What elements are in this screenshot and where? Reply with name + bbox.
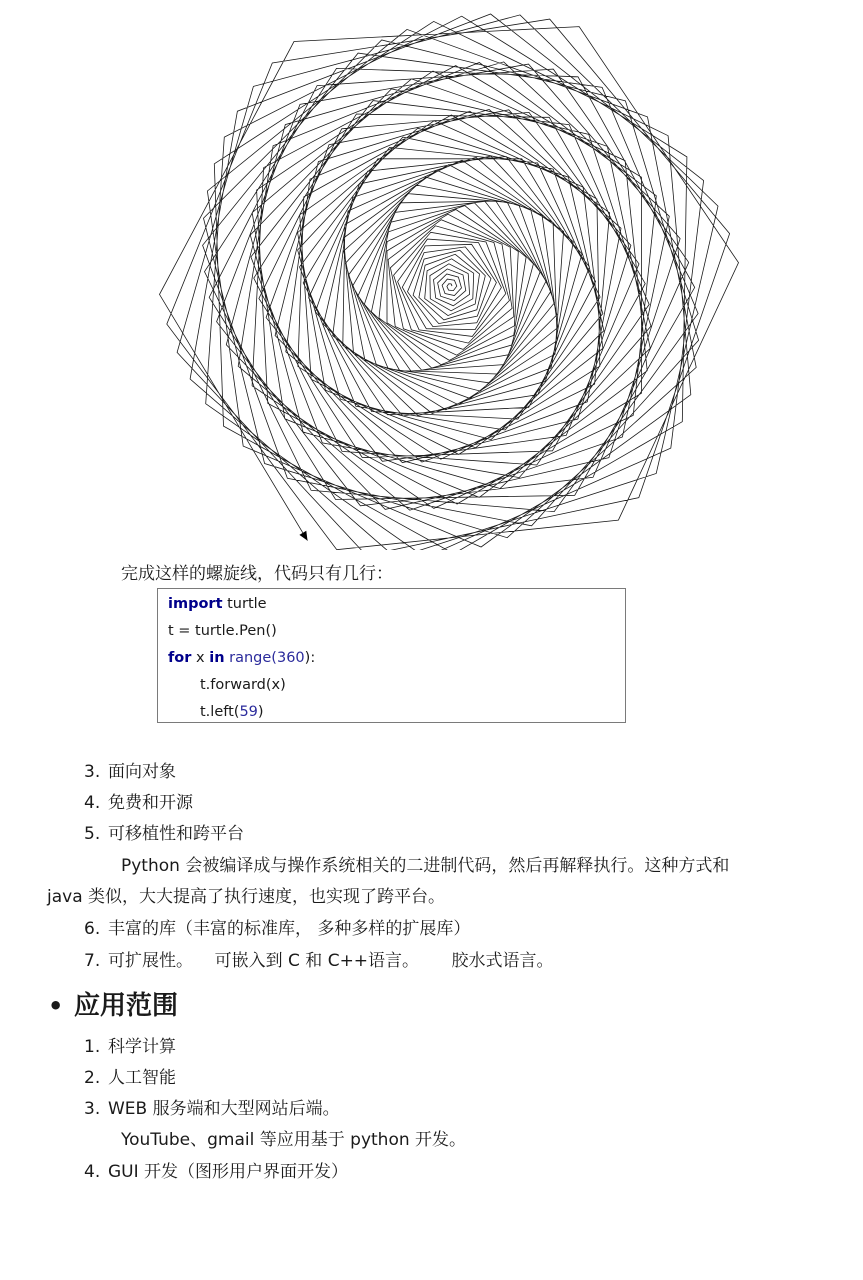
- list-number: 4.: [84, 793, 101, 813]
- list-text: 人工智能: [108, 1068, 176, 1088]
- list-number: 5.: [84, 824, 101, 844]
- list-item: [84, 757, 176, 787]
- list-item: [84, 1157, 348, 1187]
- list-item: [84, 914, 470, 944]
- list-text: 科学计算: [108, 1037, 176, 1057]
- list-item: [84, 819, 244, 849]
- spiral-path: [160, 14, 739, 550]
- application-note: YouTube、gmail 等应用基于 python 开发。: [121, 1130, 467, 1150]
- list-item: [84, 1094, 340, 1124]
- code-line-1: [168, 591, 267, 617]
- code-text: turtle: [222, 596, 267, 612]
- list-text: WEB 服务端和大型网站后端。: [108, 1099, 340, 1119]
- code-line-4: t.forward(x): [200, 677, 286, 693]
- list-number: 1.: [84, 1037, 101, 1057]
- code-block: [157, 588, 626, 723]
- list-text: 丰富的库（丰富的标准库， 多种多样的扩展库）: [108, 919, 471, 939]
- intro-text: 完成这样的螺旋线，代码只有几行：: [121, 564, 393, 584]
- section-heading: [48, 986, 178, 1026]
- paragraph-line: java 类似，大大提高了执行速度，也实现了跨平台。: [47, 887, 446, 907]
- code-keyword: in: [209, 650, 225, 666]
- list-item: [84, 1063, 176, 1093]
- list-number: 6.: [84, 919, 101, 939]
- list-text: 可扩展性。 可嵌入到 C 和 C++语言。 胶水式语言。: [108, 951, 554, 971]
- list-text: 可移植性和跨平台: [108, 824, 244, 844]
- code-line-3: [168, 645, 315, 671]
- list-item: [84, 946, 553, 976]
- code-text: ): [257, 704, 264, 720]
- list-text: GUI 开发（图形用户界面开发）: [108, 1162, 349, 1182]
- code-function: range(: [229, 650, 277, 666]
- list-number: 2.: [84, 1068, 101, 1088]
- turtle-cursor-icon: [299, 531, 307, 541]
- code-keyword: import: [168, 596, 223, 612]
- list-item: [84, 788, 193, 818]
- list-number: 4.: [84, 1162, 101, 1182]
- turtle-spiral-figure: [0, 0, 863, 550]
- code-line-2: t = turtle.Pen(): [168, 623, 277, 639]
- code-keyword: for: [168, 650, 192, 666]
- paragraph-line: Python 会被编译成与操作系统相关的二进制代码，然后再解释执行。这种方式和: [121, 856, 730, 876]
- code-number: 59: [239, 704, 258, 720]
- code-number: 360: [276, 650, 305, 666]
- list-text: 面向对象: [108, 762, 176, 782]
- list-number: 7.: [84, 951, 101, 971]
- list-number: 3.: [84, 1099, 101, 1119]
- bullet-icon: •: [48, 992, 64, 1020]
- code-text: ):: [304, 650, 316, 666]
- list-item: [84, 1032, 176, 1062]
- list-number: 3.: [84, 762, 101, 782]
- code-line-5: [200, 699, 264, 725]
- list-text: 免费和开源: [108, 793, 193, 813]
- section-title: 应用范围: [74, 991, 179, 1021]
- code-text: t.left(: [200, 704, 240, 720]
- code-text: x: [191, 650, 210, 666]
